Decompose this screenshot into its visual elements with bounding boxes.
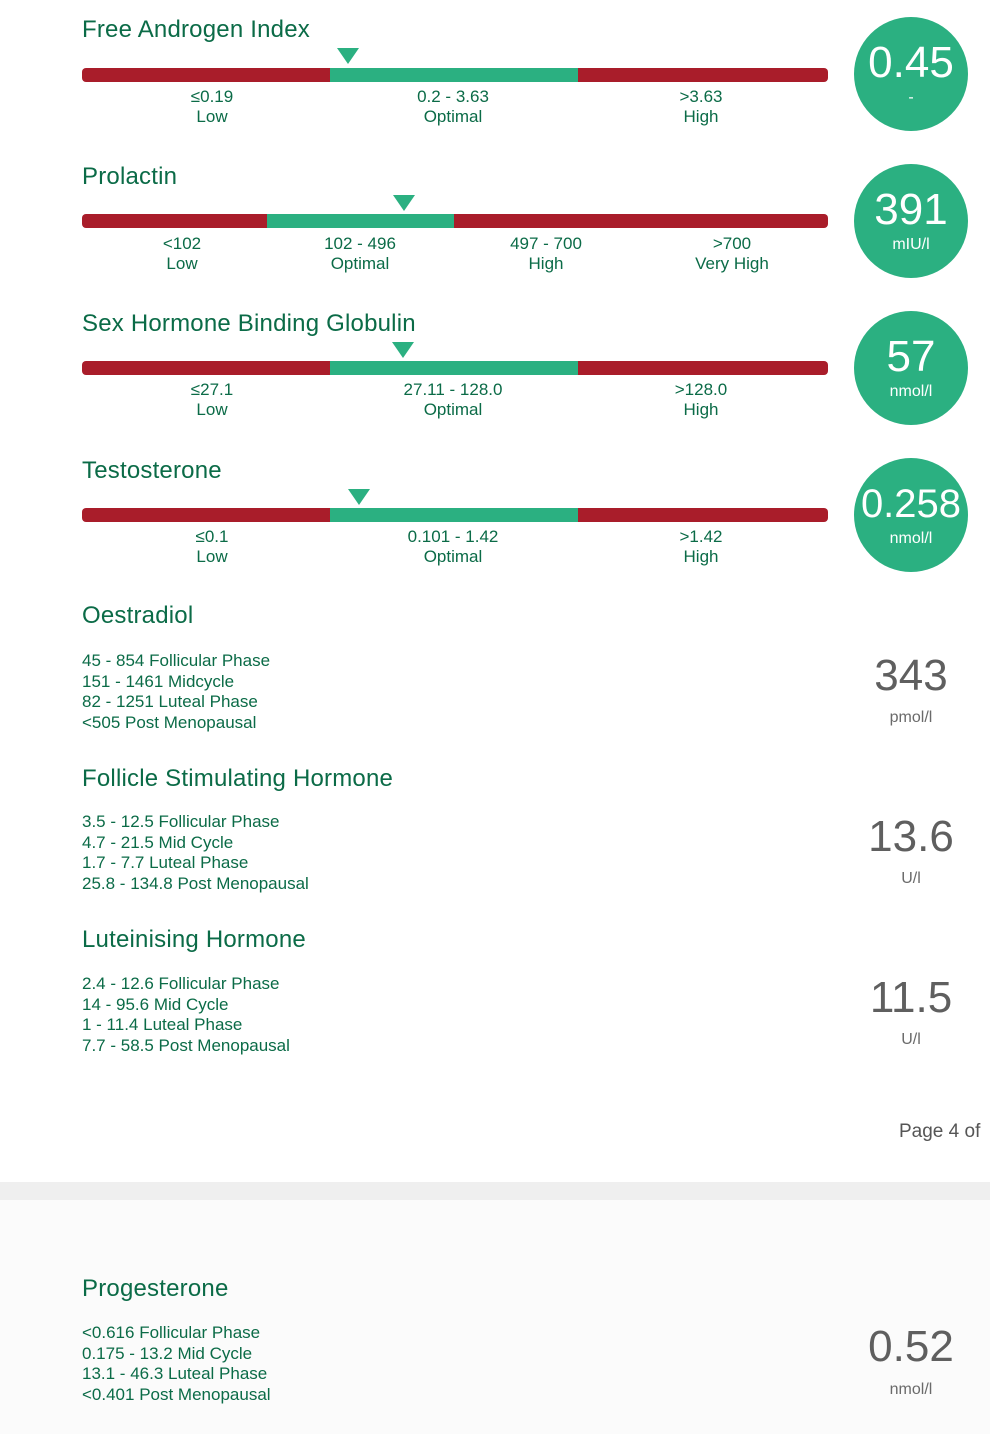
range-segment-very-high <box>640 214 828 228</box>
reference-line: <505 Post Menopausal <box>82 713 257 733</box>
test-title-oestradiol: Oestradiol <box>82 602 194 629</box>
range-label-low: <102 Low <box>162 234 202 273</box>
range-segment-optimal <box>330 361 578 375</box>
range-label-low: ≤0.19 Low <box>190 87 234 126</box>
range-segment-optimal <box>330 68 578 82</box>
result-bubble <box>854 17 968 131</box>
page-number: Page 4 of <box>899 1121 981 1142</box>
range-label-high: >128.0 High <box>674 380 728 419</box>
reference-line: 7.7 - 58.5 Post Menopausal <box>82 1036 290 1056</box>
test-title-testosterone: Testosterone <box>82 457 222 484</box>
reference-line: 45 - 854 Follicular Phase <box>82 651 271 670</box>
range-segment-high <box>578 68 828 82</box>
range-segment-high <box>454 214 640 228</box>
range-bar <box>82 508 828 522</box>
range-label-low: ≤27.1 Low <box>190 380 234 419</box>
result-value: 0.258 <box>860 482 962 526</box>
result-marker-icon <box>348 489 370 505</box>
range-label-high: >3.63 High <box>679 87 723 126</box>
result-bubble <box>854 311 968 425</box>
range-label-optimal: 0.101 - 1.42 Optimal <box>407 527 499 566</box>
result-marker-icon <box>393 195 415 211</box>
reference-line: 14 - 95.6 Mid Cycle <box>82 994 229 1014</box>
range-segment-low <box>82 214 267 228</box>
test-title-progesterone: Progesterone <box>82 1275 229 1302</box>
test-title-free-androgen-index: Free Androgen Index <box>82 16 310 43</box>
report-page-5 <box>0 1200 990 1434</box>
test-title-fsh: Follicle Stimulating Hormone <box>82 765 394 792</box>
result-marker-icon <box>392 342 414 358</box>
reference-line: <0.401 Post Menopausal <box>82 1385 271 1405</box>
result-value: 57 <box>886 332 936 381</box>
result-value: 13.6 <box>868 812 954 861</box>
result-value: 343 <box>874 651 948 700</box>
result-marker-icon <box>337 48 359 64</box>
test-title-lh: Luteinising Hormone <box>82 926 306 953</box>
range-segment-optimal <box>330 508 578 522</box>
page-separator <box>0 1182 990 1200</box>
result-unit: - <box>908 89 914 106</box>
range-bar <box>82 68 828 82</box>
result-bubble <box>854 164 968 278</box>
reference-line: 1 - 11.4 Luteal Phase <box>82 1015 243 1035</box>
range-label-low: ≤0.1 Low <box>195 527 229 566</box>
range-label-optimal: 0.2 - 3.63 Optimal <box>417 87 489 126</box>
range-segment-optimal <box>267 214 454 228</box>
result-value: 0.45 <box>868 38 954 87</box>
range-label-very-high: >700 Very High <box>695 234 769 273</box>
range-label-high: >1.42 High <box>679 527 723 566</box>
test-title-shbg: Sex Hormone Binding Globulin <box>82 310 416 337</box>
reference-line: 0.175 - 13.2 Mid Cycle <box>82 1343 253 1363</box>
range-bar <box>82 214 828 228</box>
reference-ranges <box>82 812 309 895</box>
result-unit: U/l <box>901 870 921 887</box>
result-value: 391 <box>874 185 948 234</box>
reference-line: 151 - 1461 Midcycle <box>82 671 235 691</box>
reference-line: 82 - 1251 Luteal Phase <box>82 692 258 712</box>
result-unit: nmol/l <box>889 383 933 400</box>
reference-line: 13.1 - 46.3 Luteal Phase <box>82 1364 268 1384</box>
range-segment-high <box>578 508 828 522</box>
range-label-high: 497 - 700 High <box>510 234 582 273</box>
result-unit: mIU/l <box>892 236 930 253</box>
range-segment-high <box>578 361 828 375</box>
result-unit: pmol/l <box>889 709 933 726</box>
reference-line: 2.4 - 12.6 Follicular Phase <box>82 974 280 993</box>
reference-line: <0.616 Follicular Phase <box>82 1323 261 1342</box>
reference-line: 25.8 - 134.8 Post Menopausal <box>82 874 309 894</box>
reference-line: 3.5 - 12.5 Follicular Phase <box>82 812 280 831</box>
result-unit: nmol/l <box>889 530 933 547</box>
reference-ranges <box>82 1323 271 1406</box>
test-title-prolactin: Prolactin <box>82 163 178 190</box>
reference-ranges <box>82 651 270 734</box>
reference-line: 4.7 - 21.5 Mid Cycle <box>82 832 234 852</box>
range-segment-low <box>82 361 330 375</box>
range-segment-low <box>82 68 330 82</box>
result-value: 0.52 <box>868 1322 954 1371</box>
range-bar <box>82 361 828 375</box>
reference-line: 1.7 - 7.7 Luteal Phase <box>82 853 249 873</box>
range-label-optimal: 102 - 496 Optimal <box>324 234 396 273</box>
result-unit: nmol/l <box>889 1381 933 1398</box>
reference-ranges <box>82 974 290 1057</box>
range-label-optimal: 27.11 - 128.0 Optimal <box>403 380 503 419</box>
range-segment-low <box>82 508 330 522</box>
result-bubble <box>854 458 968 572</box>
result-unit: U/l <box>901 1031 921 1048</box>
result-value: 11.5 <box>869 973 953 1022</box>
